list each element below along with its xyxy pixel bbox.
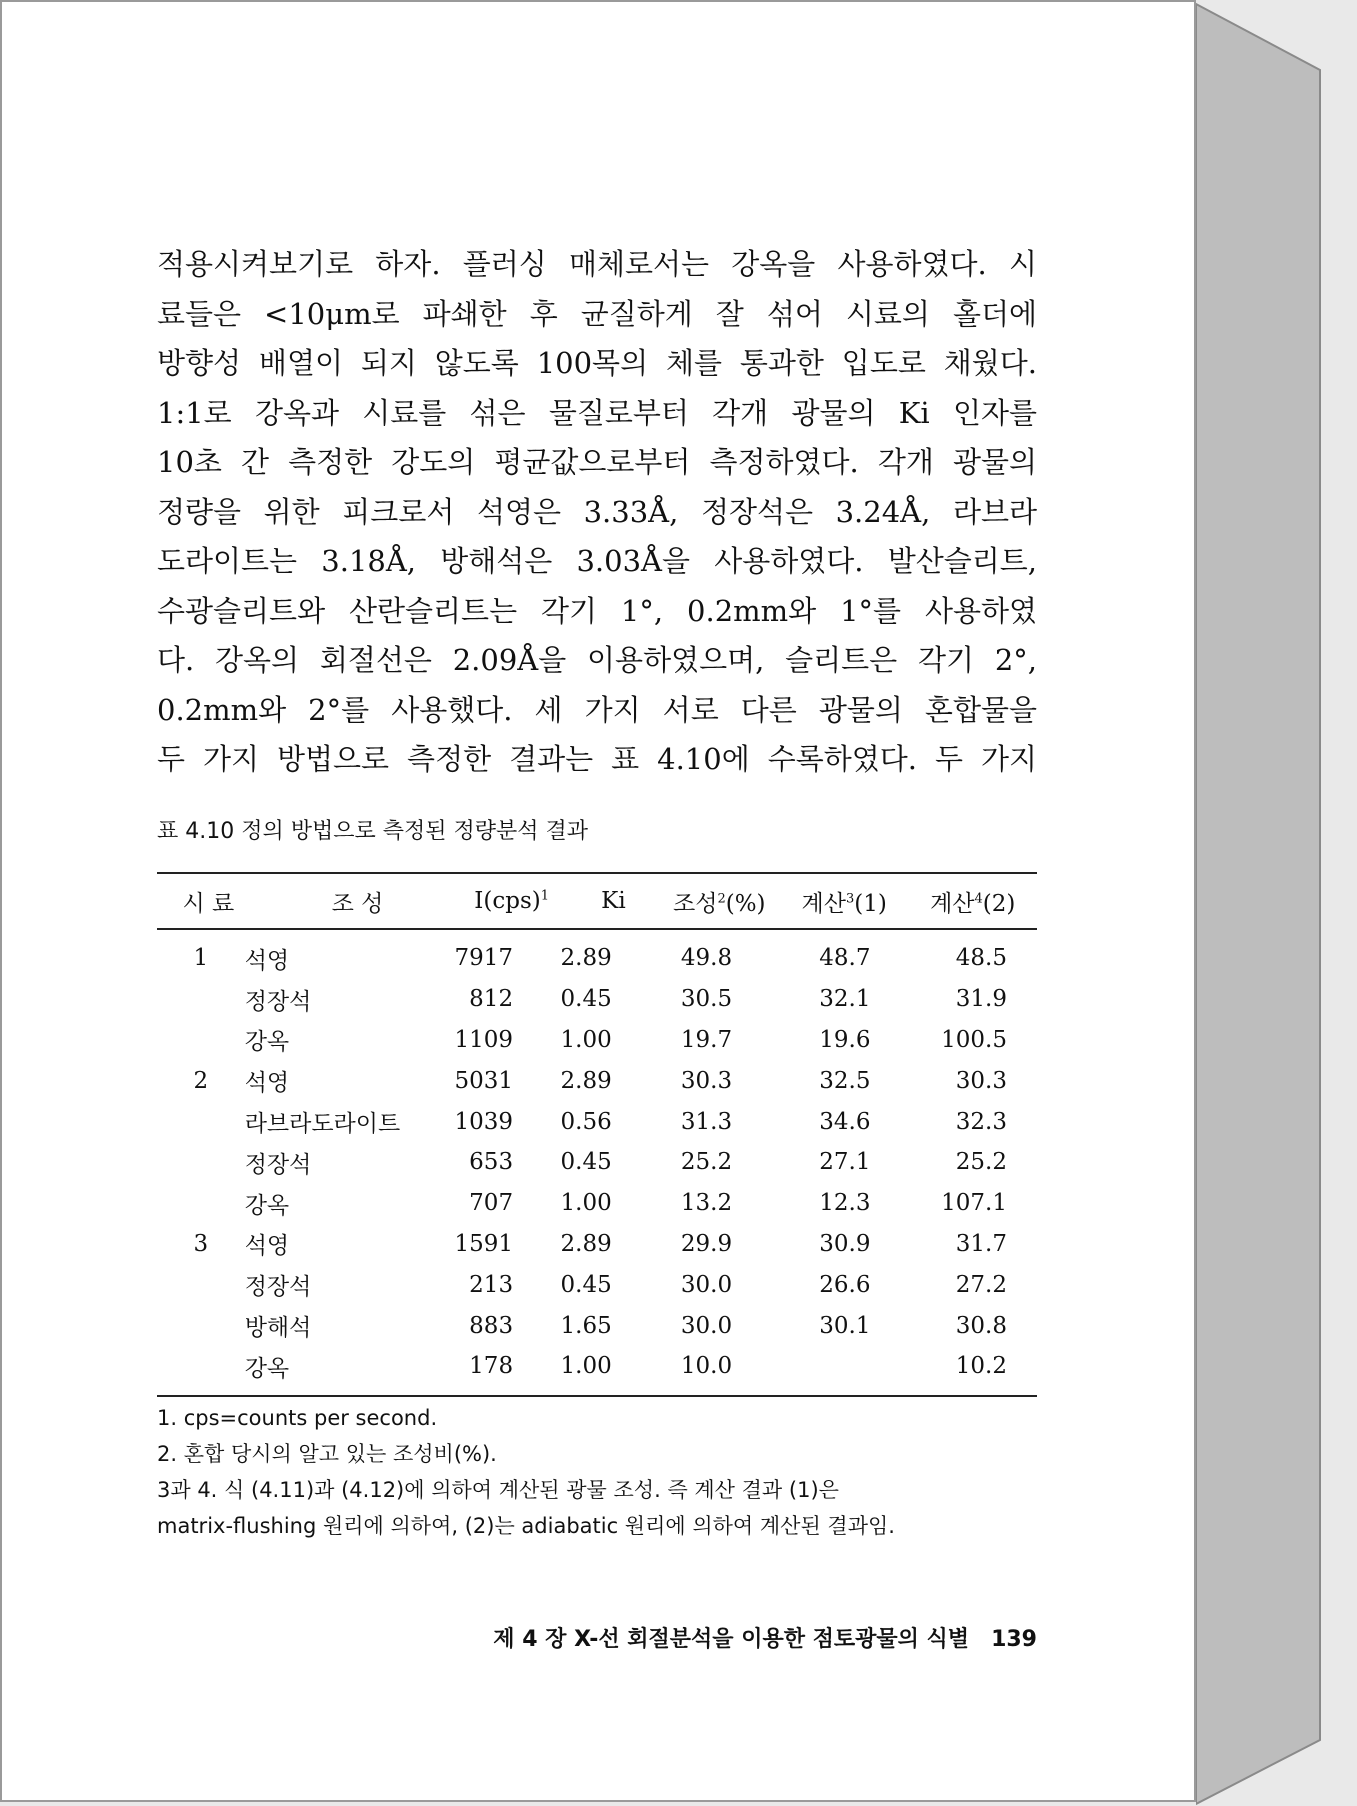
cell-calc1: 32.5 [819, 1067, 871, 1094]
table-caption: 표 4.10 정의 방법으로 측정된 정량분석 결과 [157, 819, 588, 844]
cell-mineral: 석영 [244, 1233, 290, 1260]
cell-ki: 1.00 [560, 1026, 612, 1053]
cell-calc2: 10.2 [955, 1353, 1007, 1380]
cell-sample [157, 1264, 245, 1305]
cell-intensity: 653 [469, 1149, 514, 1176]
cell-ki: 2.89 [560, 1067, 612, 1094]
text-line: 1:1로 강옥과 시료를 섞은 물질로부터 각개 광물의 Ki 인자를 [157, 395, 1037, 430]
table-row [157, 1060, 1037, 1101]
footnote: 1. cps=counts per second. [157, 1406, 438, 1430]
header-calc1-label: 계산 [801, 890, 846, 917]
cell-calc2: 30.3 [955, 1067, 1007, 1094]
cell-calc2: 31.9 [955, 986, 1007, 1013]
cell-calc2: 25.2 [955, 1149, 1007, 1176]
cell-mineral: 라브라도라이트 [244, 1111, 401, 1138]
cell-ki: 1.65 [560, 1312, 612, 1339]
header-known-unit: (%) [725, 890, 766, 917]
cell-calc1: 30.1 [819, 1312, 871, 1339]
cell-calc2: 32.3 [955, 1108, 1007, 1135]
cell-mineral: 정장석 [244, 988, 312, 1015]
header-calc2-sup: 4 [974, 890, 983, 906]
header-calc1 [780, 874, 909, 928]
cell-mineral: 석영 [244, 947, 290, 974]
cell-calc1: 34.6 [819, 1108, 871, 1135]
results-table [157, 872, 1037, 1397]
table-row [157, 1142, 1037, 1183]
cell-sample [157, 1142, 245, 1183]
cell-known-composition: 30.5 [680, 986, 733, 1013]
cell-calc1: 12.3 [819, 1190, 871, 1217]
table-row [157, 930, 1037, 979]
cell-calc2: 27.2 [955, 1271, 1007, 1298]
cell-sample: 1 [193, 945, 209, 972]
header-intensity-label: I(cps) [474, 888, 541, 914]
footnote: matrix-flushing 원리에 의하여, (2)는 adiabatic 원리에 의하여 계산된 결과임. [157, 1514, 895, 1538]
text-line: 수광슬리트와 산란슬리트는 각기 1°, 0.2mm와 1°를 사용하였 [157, 593, 1037, 628]
cell-mineral: 석영 [244, 1070, 290, 1097]
table-row [157, 1346, 1037, 1387]
cell-ki: 2.89 [560, 945, 612, 972]
cell-intensity: 1591 [454, 1230, 514, 1257]
text-line: 10초 간 측정한 강도의 평균값으로부터 측정하였다. 각개 광물의 [157, 445, 1037, 479]
cell-calc2: 48.5 [955, 945, 1007, 972]
table-body [157, 930, 1037, 1387]
cell-calc1: 30.9 [819, 1230, 871, 1257]
header-calc2 [908, 874, 1037, 928]
cell-mineral: 방해석 [244, 1315, 312, 1342]
table-row [157, 1224, 1037, 1265]
cell-calc1: 48.7 [819, 945, 871, 972]
table-footnotes [157, 1400, 1037, 1544]
cell-sample: 3 [193, 1230, 209, 1257]
cell-mineral: 강옥 [244, 1192, 290, 1219]
text-line: 다. 강옥의 회절선은 2.09Å을 이용하였으며, 슬리트은 각기 2°, [157, 643, 1037, 677]
cell-mineral: 정장석 [244, 1151, 312, 1178]
chapter-title: 제 4 장 X-선 회절분석을 이용한 점토광물의 식별 [493, 1627, 970, 1652]
cell-sample [157, 1101, 245, 1142]
header-calc1-suffix: (1) [854, 890, 887, 917]
cell-intensity: 1039 [454, 1108, 514, 1135]
cell-sample [157, 1020, 245, 1061]
page-number: 139 [991, 1627, 1037, 1652]
cell-calc2: 31.7 [955, 1230, 1007, 1257]
header-known [659, 874, 780, 928]
text-line: 료들은 <10μm로 파쇄한 후 균질하게 잘 섞어 시료의 홀더에 [157, 296, 1037, 331]
cell-calc1: 27.1 [819, 1149, 871, 1176]
header-known-label: 조성 [673, 890, 718, 917]
body-paragraph [157, 240, 1037, 785]
cell-ki: 1.00 [560, 1190, 612, 1217]
cell-sample [157, 1305, 245, 1346]
cell-known-composition: 13.2 [680, 1190, 733, 1217]
header-calc2-label: 계산 [930, 890, 975, 917]
cell-ki: 0.45 [560, 986, 612, 1013]
cell-intensity: 5031 [454, 1067, 514, 1094]
cell-mineral: 강옥 [244, 1029, 290, 1056]
cell-calc1: 32.1 [819, 986, 871, 1013]
cell-mineral: 정장석 [244, 1274, 312, 1301]
text-line: 0.2mm와 2°를 사용했다. 세 가지 서로 다른 광물의 혼합물을 [157, 692, 1037, 727]
cell-known-composition: 30.0 [680, 1312, 733, 1339]
table-header-row [157, 874, 1037, 928]
cell-known-composition: 31.3 [680, 1108, 733, 1135]
table-row [157, 979, 1037, 1020]
table-row [157, 1101, 1037, 1142]
cell-known-composition: 19.7 [680, 1026, 733, 1053]
cell-intensity: 1109 [454, 1026, 514, 1053]
footnote: 3과 4. 식 (4.11)과 (4.12)에 의하여 계산된 광물 조성. 즉 계산 결과 (1)은 [157, 1478, 839, 1502]
header-calc2-suffix: (2) [982, 890, 1016, 917]
cell-intensity: 213 [469, 1271, 514, 1298]
table-row [157, 1264, 1037, 1305]
cell-sample [157, 1346, 245, 1387]
cell-ki: 2.89 [560, 1230, 612, 1257]
header-known-sup: 2 [717, 890, 726, 906]
table-bottom-rule [157, 1395, 1037, 1397]
cell-ki: 0.45 [560, 1149, 612, 1176]
cell-ki: 1.00 [560, 1353, 612, 1380]
cell-known-composition: 30.3 [680, 1067, 733, 1094]
table-row [157, 1183, 1037, 1224]
cell-calc2: 30.8 [955, 1312, 1007, 1339]
cell-intensity: 883 [469, 1312, 514, 1339]
header-intensity [455, 874, 568, 928]
spine-face [1196, 4, 1320, 1804]
header-intensity-sup: 1 [540, 888, 550, 904]
header-ki: Ki [601, 888, 626, 914]
cell-known-composition: 10.0 [680, 1353, 733, 1380]
cell-known-composition: 25.2 [680, 1149, 733, 1176]
cell-calc1 [756, 1346, 890, 1387]
table-row [157, 1305, 1037, 1346]
cell-sample: 2 [193, 1067, 209, 1094]
cell-known-composition: 49.8 [680, 945, 733, 972]
text-line: 정량을 위한 피크로서 석영은 3.33Å, 정장석은 3.24Å, 라브라 [157, 494, 1037, 529]
header-composition: 조 성 [331, 890, 384, 917]
text-line: 적용시켜보기로 하자. 플러싱 매체로서는 강옥을 사용하였다. 시 [157, 247, 1037, 281]
running-footer [382, 1622, 1037, 1653]
cell-known-composition: 30.0 [680, 1271, 733, 1298]
table-row [157, 1020, 1037, 1061]
cell-intensity: 7917 [454, 945, 514, 972]
book-spine [1196, 0, 1357, 1806]
footnote: 2. 혼합 당시의 알고 있는 조성비(%). [157, 1442, 497, 1466]
cell-ki: 0.56 [560, 1108, 612, 1135]
text-line: 방향성 배열이 되지 않도록 100목의 체를 통과한 입도로 채웠다. [157, 346, 1037, 380]
cell-intensity: 178 [469, 1353, 514, 1380]
cell-mineral: 강옥 [244, 1355, 290, 1382]
text-line: 도라이트는 3.18Å, 방해석은 3.03Å을 사용하였다. 발산슬리트, [157, 544, 1037, 578]
cell-sample [157, 979, 245, 1020]
text-line: 두 가지 방법으로 측정한 결과는 표 4.10에 수록하였다. 두 가지 [157, 742, 1037, 776]
header-calc1-sup: 3 [845, 890, 855, 906]
cell-calc2: 107.1 [941, 1190, 1007, 1217]
book-spine-graphic [1196, 0, 1357, 1806]
cell-calc1: 26.6 [819, 1271, 871, 1298]
cell-intensity: 707 [469, 1190, 514, 1217]
header-sample: 시 료 [182, 890, 235, 917]
cell-intensity: 812 [469, 986, 514, 1013]
cell-sample [157, 1183, 245, 1224]
cell-calc2: 100.5 [941, 1026, 1007, 1053]
cell-ki: 0.45 [560, 1271, 612, 1298]
cell-known-composition: 29.9 [680, 1230, 733, 1257]
cell-calc1: 19.6 [819, 1026, 871, 1053]
